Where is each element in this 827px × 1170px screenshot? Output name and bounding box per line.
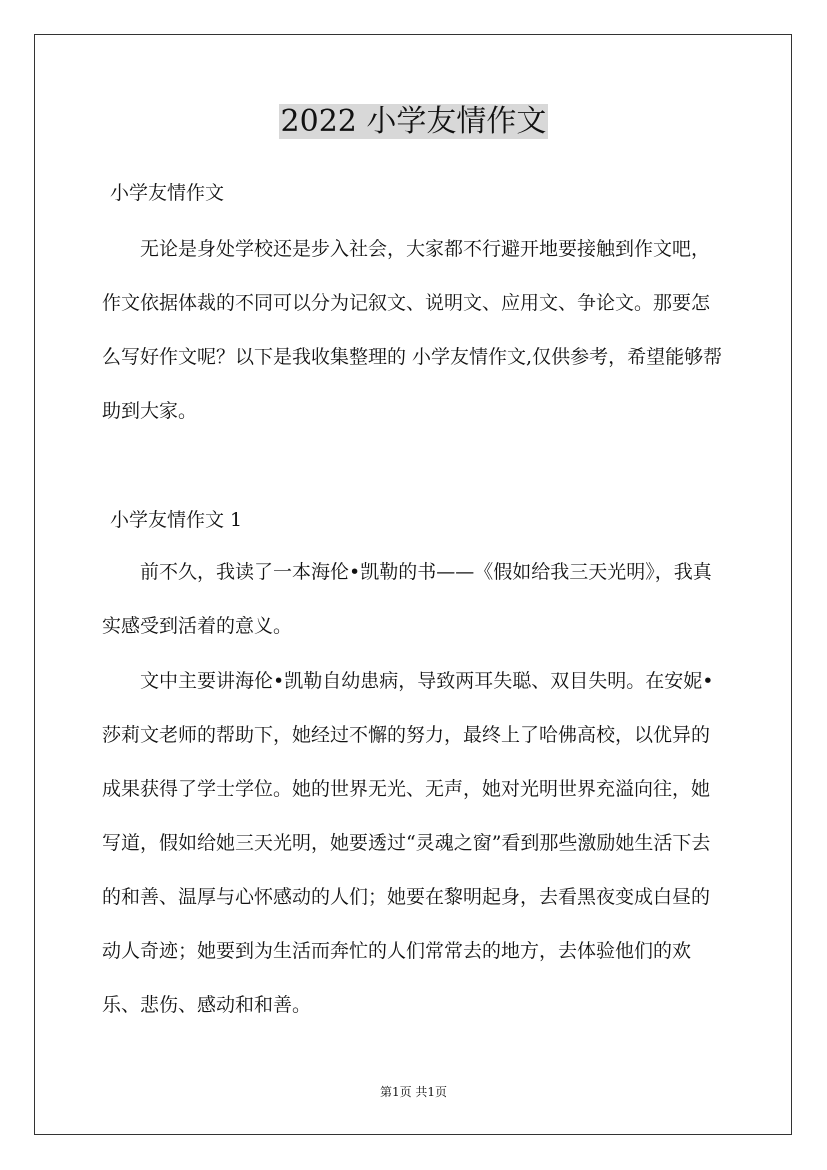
intro-paragraph: 无论是身处学校还是步入社会，大家都不行避开地要接触到作文吧，作文依据体裁的不同可以分为记叙文、说明文、应用文、争论文。那要怎么写好作文呢？以下是我收集整理的 小学友情作文,仅供参考，希望能够帮助到大家。 <box>102 238 723 422</box>
paragraph-1: 前不久，我读了一本海伦•凯勒的书——《假如给我三天光明》，我真实感受到活着的意义。 <box>102 561 712 637</box>
paragraph-2: 文中主要讲海伦•凯勒自幼患病，导致两耳失聪、双目失明。在安妮•莎莉文老师的帮助下，她经过不懈的努力，最终上了哈佛高校，以优异的成果获得了学士学位。她的世界无光、无声，她对光明世界充溢向往，她写道，假如给她三天光明，她要透过“灵魂之窗”看到那些激励她生活下去的和善、温厚与心怀感动的人们；她要在黎明起身，去看黑夜变成白昼的动人奇迹；她要到为生活而奔忙的人们常常去的地方，去体验他们的欢乐、悲伤、感动和和善。 <box>102 670 714 1016</box>
section-heading-1: 小学友情作文 1 <box>110 509 243 531</box>
intro-heading: 小学友情作文 <box>110 182 225 204</box>
page-footer: 第1页 共1页 <box>379 1085 448 1099</box>
document-title-text: 2022 小学友情作文 <box>280 104 547 139</box>
document-title <box>0 100 827 144</box>
